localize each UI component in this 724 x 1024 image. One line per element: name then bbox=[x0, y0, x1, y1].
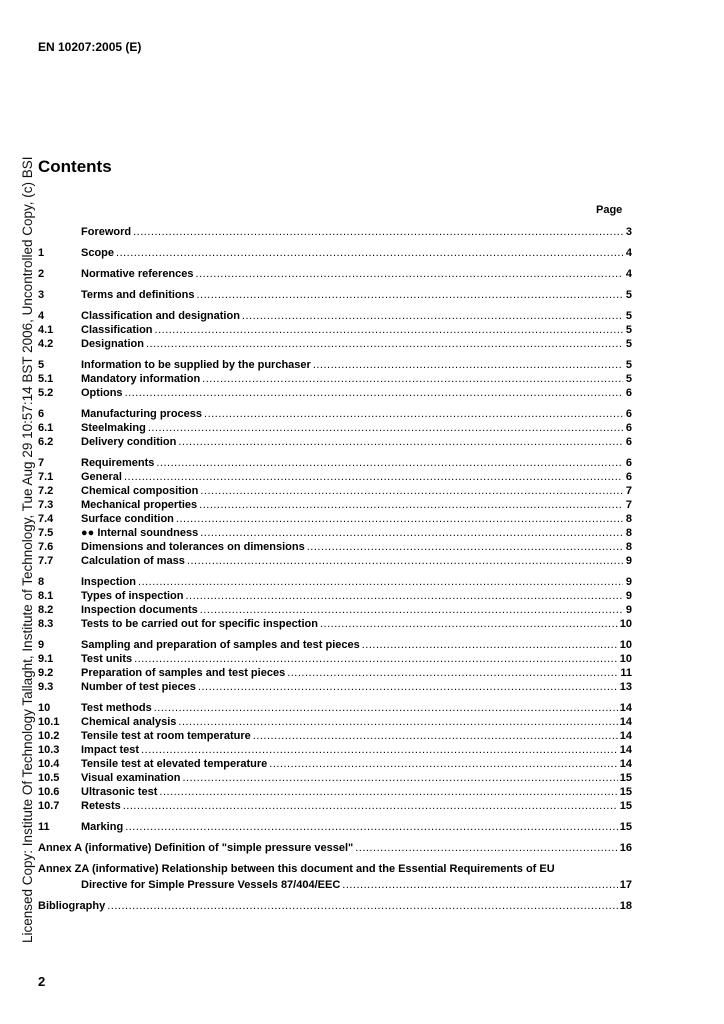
toc-number: 8.2 bbox=[38, 604, 54, 616]
toc-entry-foreword[interactable] bbox=[38, 225, 632, 239]
toc-leader bbox=[155, 323, 623, 337]
toc-leader bbox=[178, 715, 617, 729]
table-of-contents bbox=[38, 225, 632, 913]
toc-number: 4 bbox=[38, 310, 45, 322]
toc-page: 10 bbox=[619, 639, 632, 651]
toc-leader bbox=[242, 309, 623, 323]
toc-leader bbox=[362, 638, 618, 652]
toc-number: 6.2 bbox=[38, 436, 54, 448]
toc-leader bbox=[269, 757, 617, 771]
toc-page: 8 bbox=[625, 527, 632, 539]
toc-number: 10.5 bbox=[38, 772, 60, 784]
toc-page: 14 bbox=[619, 716, 632, 728]
page-column-heading: Page bbox=[596, 204, 623, 216]
toc-entry-annex-za-continued[interactable] bbox=[38, 878, 632, 892]
toc-number: 10.7 bbox=[38, 800, 60, 812]
toc-leader bbox=[141, 743, 618, 757]
toc-title: Information to be supplied by the purchaser bbox=[81, 359, 311, 371]
toc-entry[interactable] bbox=[38, 372, 632, 386]
toc-title: Test units bbox=[81, 653, 133, 665]
toc-leader bbox=[320, 617, 618, 631]
toc-title: Classification bbox=[81, 324, 153, 336]
toc-entry[interactable] bbox=[38, 484, 632, 498]
toc-number: 9.3 bbox=[38, 681, 54, 693]
toc-title: Normative references bbox=[81, 268, 194, 280]
page-title: Contents bbox=[38, 157, 112, 176]
toc-title: Requirements bbox=[81, 457, 155, 469]
toc-number: 5.2 bbox=[38, 387, 54, 399]
toc-page: 18 bbox=[619, 900, 632, 912]
toc-title: Tensile test at room temperature bbox=[81, 730, 251, 742]
toc-page: 11 bbox=[620, 667, 632, 679]
toc-leader bbox=[199, 498, 623, 512]
toc-leader bbox=[200, 603, 623, 617]
toc-number: 4.2 bbox=[38, 338, 54, 350]
license-watermark: Licensed Copy: Institute Of Technology Tallaght, Institute of Technology, Tue Aug 29 10:57:14 BST 2006, Uncontrolled Copy, (c) BSI bbox=[20, 156, 35, 943]
toc-number: 7.6 bbox=[38, 541, 54, 553]
toc-page: 9 bbox=[625, 604, 632, 616]
toc-title: Test methods bbox=[81, 702, 152, 714]
toc-page: 15 bbox=[619, 772, 632, 784]
toc-leader bbox=[182, 771, 617, 785]
toc-entry[interactable] bbox=[38, 701, 632, 715]
toc-leader bbox=[154, 701, 618, 715]
toc-page: 5 bbox=[625, 324, 632, 336]
toc-title: Delivery condition bbox=[81, 436, 177, 448]
toc-page: 6 bbox=[625, 422, 632, 434]
toc-leader bbox=[133, 225, 623, 239]
toc-page: 14 bbox=[619, 744, 632, 756]
toc-entry[interactable] bbox=[38, 246, 632, 260]
toc-leader bbox=[134, 652, 618, 666]
toc-entry-annex-za[interactable] bbox=[38, 862, 632, 876]
toc-entry[interactable] bbox=[38, 526, 632, 540]
toc-entry[interactable] bbox=[38, 288, 632, 302]
toc-leader bbox=[196, 288, 623, 302]
toc-entry[interactable] bbox=[38, 498, 632, 512]
toc-entry[interactable] bbox=[38, 554, 632, 568]
toc-title: Designation bbox=[81, 338, 144, 350]
toc-entry[interactable] bbox=[38, 680, 632, 694]
toc-leader bbox=[178, 435, 623, 449]
toc-page: 6 bbox=[625, 436, 632, 448]
toc-number: 9.2 bbox=[38, 667, 54, 679]
toc-page: 15 bbox=[619, 821, 632, 833]
toc-page: 14 bbox=[619, 702, 632, 714]
toc-page: 15 bbox=[619, 786, 632, 798]
toc-title: Calculation of mass bbox=[81, 555, 185, 567]
toc-leader bbox=[159, 785, 617, 799]
toc-entry[interactable] bbox=[38, 652, 632, 666]
toc-title: Annex ZA (informative) Relationship between this document and the Essential Requirements of EU bbox=[38, 863, 555, 875]
toc-entry[interactable] bbox=[38, 715, 632, 729]
toc-number: 10.2 bbox=[38, 730, 60, 742]
toc-page: 5 bbox=[625, 338, 632, 350]
toc-number: 7.5 bbox=[38, 527, 54, 539]
toc-number: 1 bbox=[38, 247, 45, 259]
toc-number: 7.4 bbox=[38, 513, 54, 525]
toc-number: 11 bbox=[38, 821, 50, 833]
toc-title: Sampling and preparation of samples and test pieces bbox=[81, 639, 360, 651]
toc-title: Bibliography bbox=[38, 900, 106, 912]
toc-entry[interactable] bbox=[38, 435, 632, 449]
toc-title: Preparation of samples and test pieces bbox=[81, 667, 286, 679]
toc-page: 8 bbox=[625, 541, 632, 553]
toc-leader bbox=[200, 526, 623, 540]
toc-entry[interactable] bbox=[38, 421, 632, 435]
toc-entry[interactable] bbox=[38, 358, 632, 372]
toc-number: 10.4 bbox=[38, 758, 60, 770]
toc-entry[interactable] bbox=[38, 743, 632, 757]
toc-leader bbox=[200, 484, 623, 498]
toc-page: 4 bbox=[625, 268, 632, 280]
toc-entry-bibliography[interactable] bbox=[38, 899, 632, 913]
toc-title: Inspection documents bbox=[81, 604, 198, 616]
toc-number: 9 bbox=[38, 639, 45, 651]
toc-page: 8 bbox=[625, 513, 632, 525]
toc-entry[interactable] bbox=[38, 729, 632, 743]
toc-number: 8 bbox=[38, 576, 45, 588]
toc-title: Steelmaking bbox=[81, 422, 146, 434]
toc-page: 10 bbox=[619, 653, 632, 665]
toc-entry[interactable] bbox=[38, 456, 632, 470]
toc-entry[interactable] bbox=[38, 267, 632, 281]
toc-leader bbox=[123, 799, 618, 813]
toc-number: 5 bbox=[38, 359, 45, 371]
toc-number: 2 bbox=[38, 268, 45, 280]
toc-entry[interactable] bbox=[38, 820, 632, 834]
toc-leader bbox=[307, 540, 623, 554]
toc-title: Tests to be carried out for specific inspection bbox=[81, 618, 318, 630]
toc-title: Mechanical properties bbox=[81, 499, 198, 511]
toc-entry[interactable] bbox=[38, 386, 632, 400]
toc-page: 9 bbox=[625, 576, 632, 588]
toc-number: 9.1 bbox=[38, 653, 54, 665]
toc-leader bbox=[156, 456, 623, 470]
toc-title: Mandatory information bbox=[81, 373, 201, 385]
toc-page: 7 bbox=[625, 485, 632, 497]
toc-page: 6 bbox=[625, 471, 632, 483]
toc-page: 13 bbox=[619, 681, 632, 693]
toc-leader bbox=[342, 878, 617, 892]
toc-page: 9 bbox=[625, 590, 632, 602]
toc-page: 5 bbox=[625, 359, 632, 371]
toc-number: 10.3 bbox=[38, 744, 60, 756]
toc-page: 10 bbox=[619, 618, 632, 630]
toc-page: 4 bbox=[625, 247, 632, 259]
toc-title: General bbox=[81, 471, 122, 483]
toc-leader bbox=[204, 407, 623, 421]
toc-leader bbox=[124, 470, 623, 484]
toc-page: 6 bbox=[625, 387, 632, 399]
toc-entry[interactable] bbox=[38, 799, 632, 813]
toc-page: 5 bbox=[625, 373, 632, 385]
toc-page: 16 bbox=[619, 842, 632, 854]
toc-page: 5 bbox=[625, 310, 632, 322]
toc-number: 6 bbox=[38, 408, 45, 420]
toc-entry[interactable] bbox=[38, 575, 632, 589]
toc-number: 7.2 bbox=[38, 485, 54, 497]
toc-number: 7.3 bbox=[38, 499, 54, 511]
toc-entry[interactable] bbox=[38, 617, 632, 631]
toc-page: 14 bbox=[619, 730, 632, 742]
toc-number: 7.7 bbox=[38, 555, 54, 567]
toc-title: ●● Internal soundness bbox=[81, 527, 199, 539]
toc-leader bbox=[196, 267, 623, 281]
toc-page: 17 bbox=[619, 879, 632, 891]
toc-leader bbox=[355, 841, 618, 855]
toc-leader bbox=[125, 820, 618, 834]
toc-title: Retests bbox=[81, 800, 121, 812]
toc-title: Foreword bbox=[81, 226, 132, 238]
toc-entry[interactable] bbox=[38, 540, 632, 554]
toc-page: 3 bbox=[625, 226, 632, 238]
toc-entry[interactable] bbox=[38, 757, 632, 771]
toc-number: 5.1 bbox=[38, 373, 54, 385]
toc-number: 7.1 bbox=[38, 471, 54, 483]
toc-title: Annex A (informative) Definition of "simple pressure vessel" bbox=[38, 842, 354, 854]
toc-entry[interactable] bbox=[38, 785, 632, 799]
toc-leader bbox=[125, 386, 623, 400]
toc-entry[interactable] bbox=[38, 771, 632, 785]
toc-number: 3 bbox=[38, 289, 45, 301]
toc-entry[interactable] bbox=[38, 323, 632, 337]
toc-title: Chemical analysis bbox=[81, 716, 177, 728]
toc-title: Visual examination bbox=[81, 772, 181, 784]
toc-title: Directive for Simple Pressure Vessels 87/404/EEC bbox=[81, 879, 341, 891]
toc-entry[interactable] bbox=[38, 470, 632, 484]
toc-number: 8.3 bbox=[38, 618, 54, 630]
toc-leader bbox=[107, 899, 618, 913]
toc-title: Number of test pieces bbox=[81, 681, 196, 693]
toc-entry[interactable] bbox=[38, 337, 632, 351]
toc-title: Tensile test at elevated temperature bbox=[81, 758, 268, 770]
toc-entry-annex-a[interactable] bbox=[38, 841, 632, 855]
toc-number: 10 bbox=[38, 702, 51, 714]
toc-title: Impact test bbox=[81, 744, 140, 756]
toc-title: Scope bbox=[81, 247, 115, 259]
toc-title: Marking bbox=[81, 821, 124, 833]
toc-number: 8.1 bbox=[38, 590, 54, 602]
toc-leader bbox=[198, 680, 618, 694]
toc-page: 7 bbox=[625, 499, 632, 511]
toc-entry[interactable] bbox=[38, 638, 632, 652]
toc-entry[interactable] bbox=[38, 603, 632, 617]
toc-leader bbox=[185, 589, 623, 603]
toc-number: 10.1 bbox=[38, 716, 60, 728]
toc-leader bbox=[146, 337, 623, 351]
toc-page: 14 bbox=[619, 758, 632, 770]
toc-leader bbox=[202, 372, 623, 386]
toc-entry[interactable] bbox=[38, 407, 632, 421]
toc-entry[interactable] bbox=[38, 666, 632, 680]
toc-title: Options bbox=[81, 387, 123, 399]
toc-number: 4.1 bbox=[38, 324, 54, 336]
toc-leader bbox=[287, 666, 618, 680]
toc-number: 6.1 bbox=[38, 422, 54, 434]
toc-title: Surface condition bbox=[81, 513, 174, 525]
toc-title: Inspection bbox=[81, 576, 137, 588]
toc-leader bbox=[116, 246, 623, 260]
toc-leader bbox=[187, 554, 623, 568]
toc-entry[interactable] bbox=[38, 512, 632, 526]
toc-number: 7 bbox=[38, 457, 45, 469]
toc-title: Chemical composition bbox=[81, 485, 199, 497]
page-number: 2 bbox=[38, 974, 46, 989]
toc-leader bbox=[313, 358, 623, 372]
toc-page: 9 bbox=[625, 555, 632, 567]
document-id: EN 10207:2005 (E) bbox=[38, 40, 142, 54]
toc-number: 10.6 bbox=[38, 786, 60, 798]
toc-page: 5 bbox=[625, 289, 632, 301]
toc-title: Manufacturing process bbox=[81, 408, 203, 420]
toc-page: 15 bbox=[619, 800, 632, 812]
toc-title: Dimensions and tolerances on dimensions bbox=[81, 541, 305, 553]
toc-leader bbox=[176, 512, 623, 526]
toc-leader bbox=[138, 575, 623, 589]
toc-entry[interactable] bbox=[38, 589, 632, 603]
toc-page: 6 bbox=[625, 408, 632, 420]
toc-title: Terms and definitions bbox=[81, 289, 195, 301]
toc-leader bbox=[253, 729, 618, 743]
toc-entry[interactable] bbox=[38, 309, 632, 323]
toc-leader bbox=[148, 421, 623, 435]
toc-title: Types of inspection bbox=[81, 590, 184, 602]
toc-title: Ultrasonic test bbox=[81, 786, 158, 798]
toc-page: 6 bbox=[625, 457, 632, 469]
toc-title: Classification and designation bbox=[81, 310, 240, 322]
